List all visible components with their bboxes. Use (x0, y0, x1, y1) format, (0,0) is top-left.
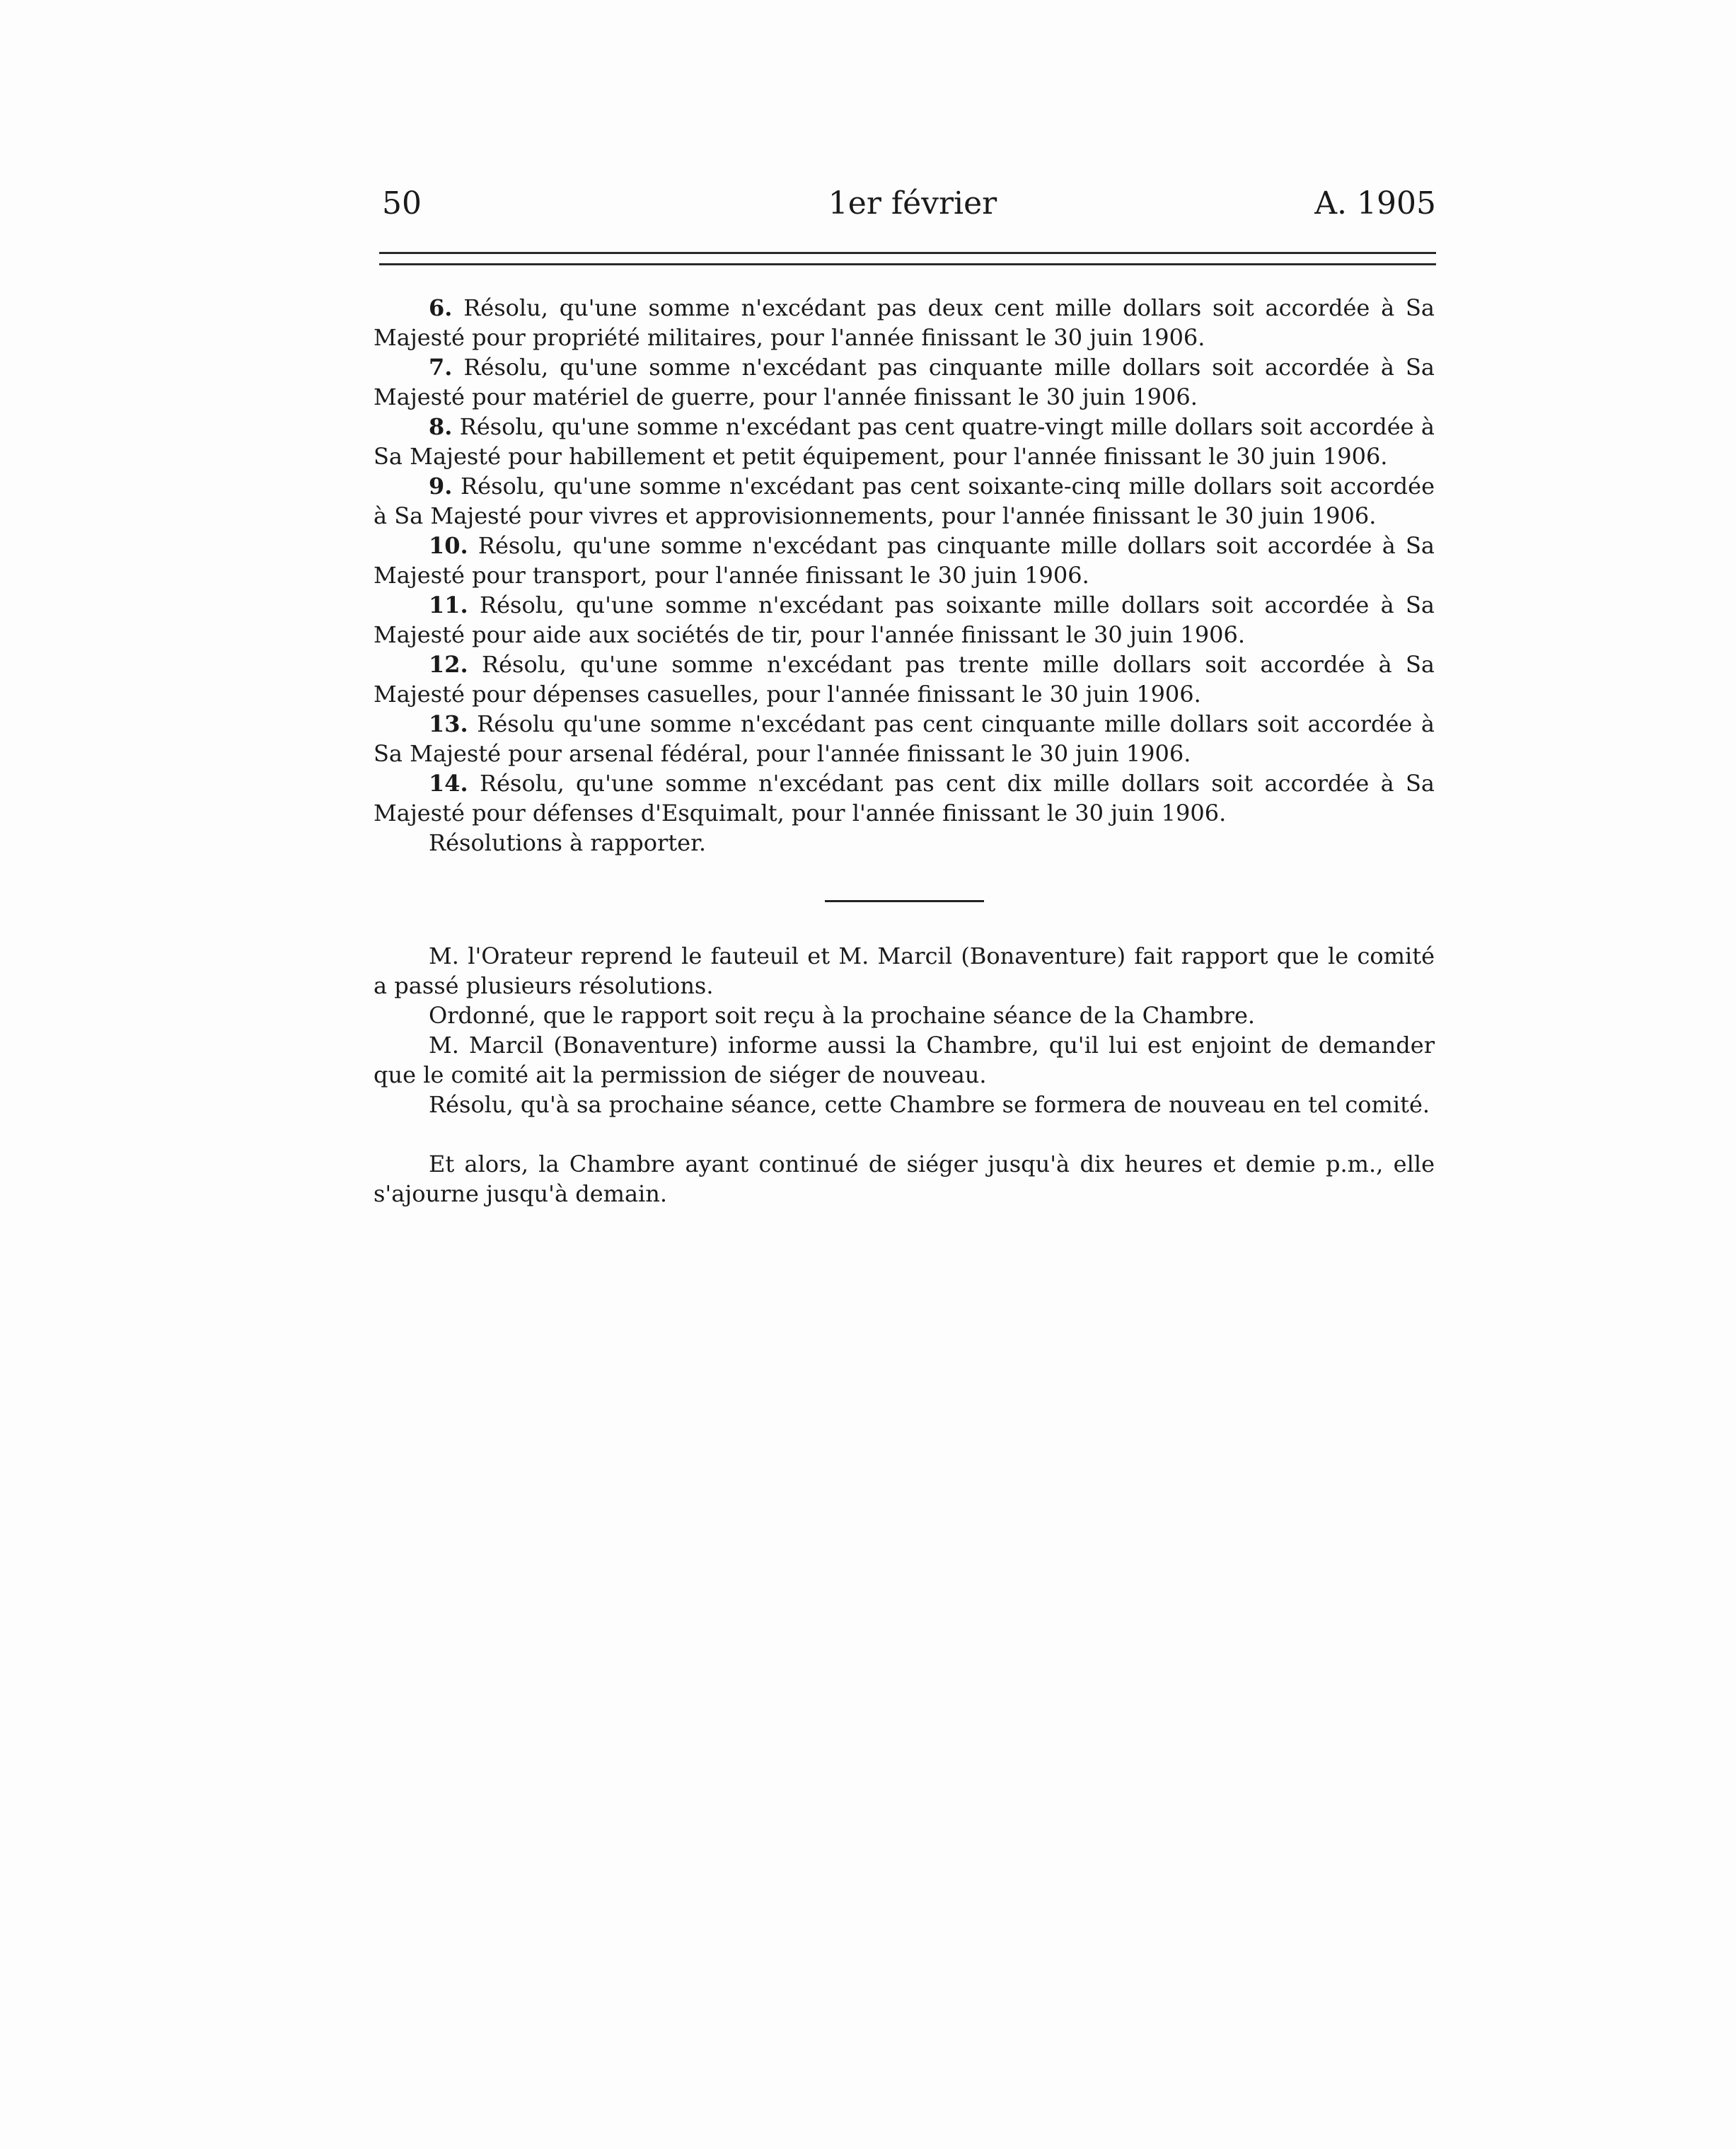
report-paragraph: M. l'Orateur reprend le fauteuil et M. Marcil (Bonaventure) fait rapport que le comité a passé plusieurs résolutions. (374, 943, 1435, 999)
resolution-item: 6. Résolu, qu'une somme n'excédant pas deux cent mille dollars soit accordée à Sa Majesté pour propriété militaires, pour l'année finissant le 30 juin 1906. (374, 294, 1435, 351)
paragraph-spacer (374, 1119, 1435, 1149)
header-rule-top (379, 252, 1436, 254)
resolution-item: 14. Résolu, qu'une somme n'excédant pas cent dix mille dollars soit accordée à Sa Majesté pour défenses d'Esquimalt, pour l'année finissant le 30 juin 1906. (374, 770, 1435, 826)
resolution-item: 9. Résolu, qu'une somme n'excédant pas cent soixante-cinq mille dollars soit accordée à Sa Majesté pour vivres et approvisionnements, pour l'année finissant le 30 juin 1906. (374, 473, 1435, 529)
resolution-item: 7. Résolu, qu'une somme n'excédant pas cinquante mille dollars soit accordée à Sa Majesté pour matériel de guerre, pour l'année finissant le 30 juin 1906. (374, 354, 1435, 410)
report-paragraph: M. Marcil (Bonaventure) informe aussi la Chambre, qu'il lui est enjoint de demander que le comité ait la permission de siéger de nouveau. (374, 1032, 1435, 1088)
closing-paragraph: Et alors, la Chambre ayant continué de siéger jusqu'à dix heures et demie p.m., elle s'ajourne jusqu'à demain. (374, 1151, 1435, 1207)
resolution-item: 10. Résolu, qu'une somme n'excédant pas cinquante mille dollars soit accordée à Sa Majesté pour transport, pour l'année finissant le 30 juin 1906. (374, 532, 1435, 589)
resolution-item: 12. Résolu, qu'une somme n'excédant pas trente mille dollars soit accordée à Sa Majesté pour dépenses casuelles, pour l'année finissant le 30 juin 1906. (374, 651, 1435, 708)
report-paragraph: Ordonné, que le rapport soit reçu à la prochaine séance de la Chambre. (429, 1002, 1256, 1029)
resolutions-footer: Résolutions à rapporter. (429, 829, 707, 856)
page-body (374, 293, 1435, 1209)
section-divider (825, 900, 984, 902)
resolution-item: 8. Résolu, qu'une somme n'excédant pas cent quatre-vingt mille dollars soit accordée à Sa Majesté pour habillement et petit équipement, pour l'année finissant le 30 juin 1906. (374, 413, 1435, 470)
resolution-item: 11. Résolu, qu'une somme n'excédant pas soixante mille dollars soit accordée à Sa Majesté pour aide aux sociétés de tir, pour l'année finissant le 30 juin 1906. (374, 592, 1435, 648)
page-header (382, 185, 1436, 235)
header-year: A. 1905 (1314, 185, 1436, 221)
resolution-item: 13. Résolu qu'une somme n'excédant pas cent cinquante mille dollars soit accordée à Sa Majesté pour arsenal fédéral, pour l'année finissant le 30 juin 1906. (374, 710, 1435, 767)
page-number: 50 (382, 185, 422, 221)
header-date: 1er février (828, 185, 997, 221)
report-paragraph: Résolu, qu'à sa prochaine séance, cette Chambre se formera de nouveau en tel comité. (429, 1091, 1430, 1118)
header-rule-bottom (379, 263, 1436, 265)
